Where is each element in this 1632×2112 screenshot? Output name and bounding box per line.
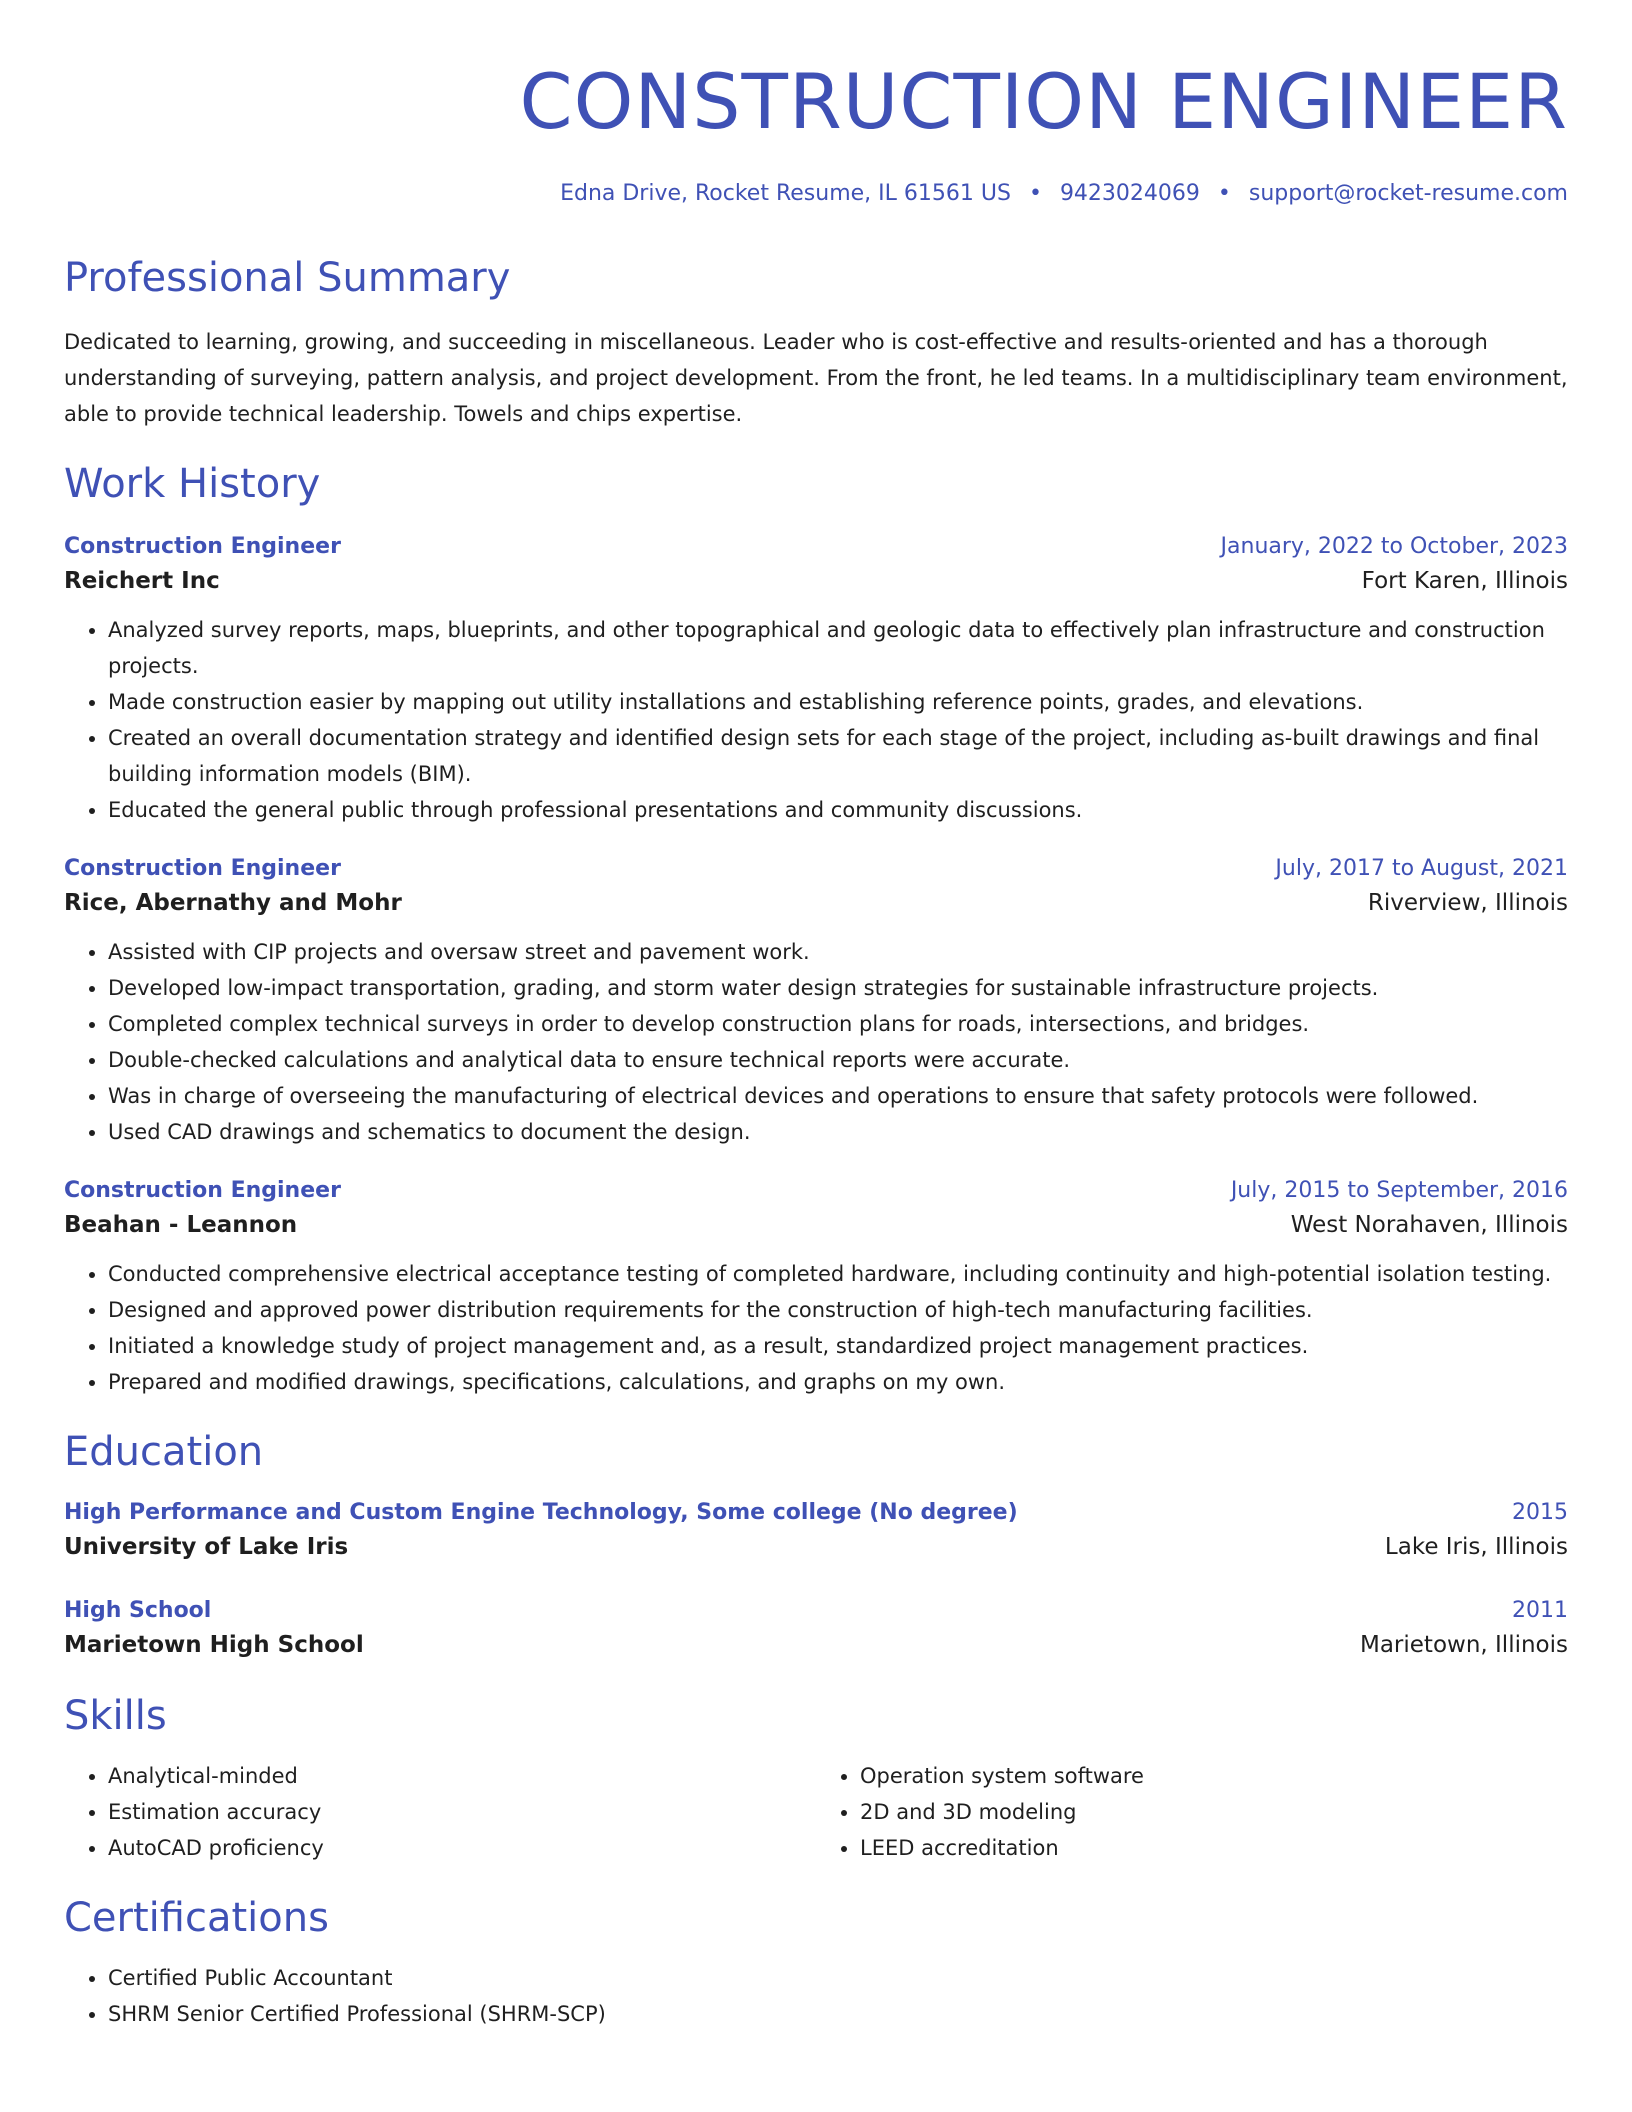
list-item: • Prepared and modified drawings, specifications, calculations, and graphs on my own.: [108, 1364, 1568, 1400]
skill-item: • LEED accreditation: [860, 1830, 1568, 1866]
contact-separator: •: [1028, 181, 1042, 206]
education-school: University of Lake Iris: [64, 1534, 349, 1560]
job-title: Construction Engineer: [64, 534, 341, 559]
skill-item: • Operation system software: [860, 1758, 1568, 1794]
skill-item: • Analytical-minded: [108, 1758, 816, 1794]
job-bullets: [64, 1256, 1568, 1400]
job-entry: [64, 1176, 1568, 1400]
contact-phone: 9423024069: [1059, 181, 1200, 206]
education-degree: High Performance and Custom Engine Technology, Some college (No degree): [64, 1500, 1018, 1525]
skills-grid: [64, 1758, 1568, 1866]
skill-item: • 2D and 3D modeling: [860, 1794, 1568, 1830]
summary-text: Dedicated to learning, growing, and succeeding in miscellaneous. Leader who is cost-effective and results-oriented and has a thorough understanding of surveying, pattern analysis, and project development. From the front, he led teams. In a multidisciplinary team environment, able to provide technical leadership. Towels and chips expertise.: [64, 330, 1568, 426]
job-dates: July, 2015 to September, 2016: [1230, 1178, 1568, 1203]
education-location: Lake Iris, Illinois: [1384, 1534, 1568, 1560]
list-item: • Double-checked calculations and analytical data to ensure technical reports were accurate.: [108, 1042, 1568, 1078]
education-year: 2015: [1512, 1500, 1568, 1525]
list-item: • Made construction easier by mapping out utility installations and establishing reference points, grades, and elevations.: [108, 684, 1568, 720]
list-item: • Assisted with CIP projects and oversaw street and pavement work.: [108, 934, 1568, 970]
list-item: • Analyzed survey reports, maps, blueprints, and other topographical and geologic data to effectively plan infrastructure and construction projects.: [108, 612, 1568, 684]
skills-list-right: [816, 1758, 1568, 1866]
contact-separator: •: [1217, 181, 1231, 206]
job-title: Construction Engineer: [64, 856, 341, 881]
contact-address: Edna Drive, Rocket Resume, IL 61561 US: [560, 181, 1011, 206]
job-dates: January, 2022 to October, 2023: [1220, 534, 1568, 559]
education-school-row: [64, 1626, 1568, 1664]
contact-line: [64, 180, 1568, 208]
skill-item: • AutoCAD proficiency: [108, 1830, 816, 1866]
job-company: Beahan - Leannon: [64, 1212, 298, 1238]
education-section-title: Education: [64, 1429, 264, 1475]
job-location: Fort Karen, Illinois: [1361, 568, 1568, 594]
job-company-row: [64, 1206, 1568, 1244]
education-entry: [64, 1498, 1568, 1566]
education-school: Marietown High School: [64, 1632, 364, 1658]
education-header-row: [64, 1596, 1568, 1626]
education-header-row: [64, 1498, 1568, 1528]
job-header-row: [64, 1176, 1568, 1206]
job-company-row: [64, 562, 1568, 600]
job-company: Reichert Inc: [64, 568, 220, 594]
education-entry: [64, 1596, 1568, 1664]
list-item: • Designed and approved power distribution requirements for the construction of high-tech manufacturing facilities.: [108, 1292, 1568, 1328]
list-item: • Educated the general public through professional presentations and community discussions.: [108, 792, 1568, 828]
job-location: West Norahaven, Illinois: [1290, 1212, 1568, 1238]
resume-name: CONSTRUCTION ENGINEER: [519, 57, 1568, 146]
job-location: Riverview, Illinois: [1367, 890, 1568, 916]
list-item: • Used CAD drawings and schematics to document the design.: [108, 1114, 1568, 1150]
work-section-title: Work History: [64, 461, 321, 507]
job-dates: July, 2017 to August, 2021: [1275, 856, 1568, 881]
job-header-row: [64, 532, 1568, 562]
list-item: • Was in charge of overseeing the manufacturing of electrical devices and operations to ensure that safety protocols were followed.: [108, 1078, 1568, 1114]
education-degree: High School: [64, 1598, 212, 1623]
job-company-row: [64, 884, 1568, 922]
list-item: • Created an overall documentation strategy and identified design sets for each stage of the project, including as-built drawings and final building information models (BIM).: [108, 720, 1568, 792]
job-title: Construction Engineer: [64, 1178, 341, 1203]
skills-list-left: [64, 1758, 816, 1866]
education-school-row: [64, 1528, 1568, 1566]
resume-header: [64, 0, 1568, 208]
certification-item: • SHRM Senior Certified Professional (SHRM-SCP): [108, 1996, 1568, 2032]
list-item: • Conducted comprehensive electrical acceptance testing of completed hardware, including continuity and high-potential isolation testing.: [108, 1256, 1568, 1292]
job-company: Rice, Abernathy and Mohr: [64, 890, 402, 916]
summary-section-title: Professional Summary: [64, 255, 511, 301]
certification-item: • Certified Public Accountant: [108, 1960, 1568, 1996]
skills-section-title: Skills: [64, 1693, 167, 1739]
certifications-list: [64, 1960, 1568, 2032]
skill-item: • Estimation accuracy: [108, 1794, 816, 1830]
education-year: 2011: [1512, 1598, 1568, 1623]
list-item: • Initiated a knowledge study of project management and, as a result, standardized project management practices.: [108, 1328, 1568, 1364]
job-bullets: [64, 934, 1568, 1150]
contact-email: support@rocket-resume.com: [1248, 181, 1568, 206]
job-entry: [64, 532, 1568, 828]
certifications-section-title: Certifications: [64, 1895, 329, 1941]
list-item: • Developed low-impact transportation, grading, and storm water design strategies for sustainable infrastructure projects.: [108, 970, 1568, 1006]
list-item: • Completed complex technical surveys in order to develop construction plans for roads, intersections, and bridges.: [108, 1006, 1568, 1042]
job-header-row: [64, 854, 1568, 884]
education-location: Marietown, Illinois: [1359, 1632, 1568, 1658]
job-bullets: [64, 612, 1568, 828]
job-entry: [64, 854, 1568, 1150]
